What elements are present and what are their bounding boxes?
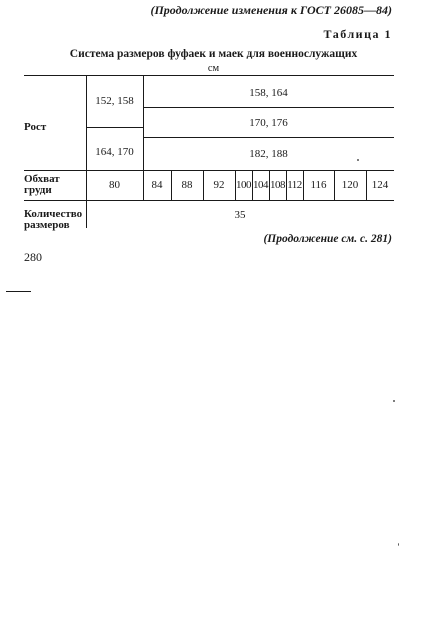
scan-speck bbox=[398, 543, 399, 546]
size-count-cell: 35 bbox=[234, 209, 246, 221]
height-right-rule-1 bbox=[143, 107, 394, 108]
height-left-rule bbox=[86, 127, 143, 128]
height-right-cell: 158, 164 bbox=[249, 87, 288, 99]
chest-cell: 124 bbox=[371, 179, 389, 191]
table-label: Таблица 1 bbox=[323, 27, 392, 41]
table-unit: см bbox=[207, 63, 220, 74]
chest-cell: 84 bbox=[151, 179, 163, 191]
row-label-chest-line1: Обхват bbox=[24, 173, 60, 185]
chest-cell: 92 bbox=[213, 179, 225, 191]
scan-speck bbox=[393, 400, 395, 402]
row-label-count-line1: Количество bbox=[24, 208, 83, 220]
height-left-cell: 164, 170 bbox=[95, 146, 134, 158]
row-label-height: Рост bbox=[24, 121, 47, 133]
scan-speck bbox=[357, 159, 359, 161]
footnote-rule bbox=[6, 291, 31, 292]
chest-cell: 116 bbox=[310, 179, 327, 191]
table-title: Система размеров фуфаек и маек для военнослужащих bbox=[69, 48, 358, 60]
chest-cell: 88 bbox=[181, 179, 193, 191]
chest-cell: 108 bbox=[270, 179, 285, 191]
continuation-footer: (Продолжение см. с. 281) bbox=[263, 233, 392, 245]
height-right-cell: 170, 176 bbox=[249, 117, 288, 129]
chest-bottom-rule bbox=[24, 200, 394, 201]
row-label-chest-line2: груди bbox=[24, 184, 52, 196]
height-right-cell: 182, 188 bbox=[249, 148, 288, 160]
chest-cell: 80 bbox=[109, 179, 120, 191]
height-bottom-rule bbox=[24, 170, 394, 171]
continuation-header: (Продолжение изменения к ГОСТ 26085—84) bbox=[150, 3, 392, 17]
page-number: 280 bbox=[24, 250, 42, 264]
height-right-rule-2 bbox=[143, 137, 394, 138]
chest-cell: 112 bbox=[287, 179, 302, 191]
chest-cell: 100 bbox=[236, 179, 251, 191]
chest-cell: 104 bbox=[253, 179, 268, 191]
row-label-count-line2: размеров bbox=[24, 219, 70, 231]
chest-cell: 120 bbox=[341, 179, 359, 191]
table-top-rule bbox=[24, 75, 394, 76]
height-left-cell: 152, 158 bbox=[95, 95, 134, 107]
